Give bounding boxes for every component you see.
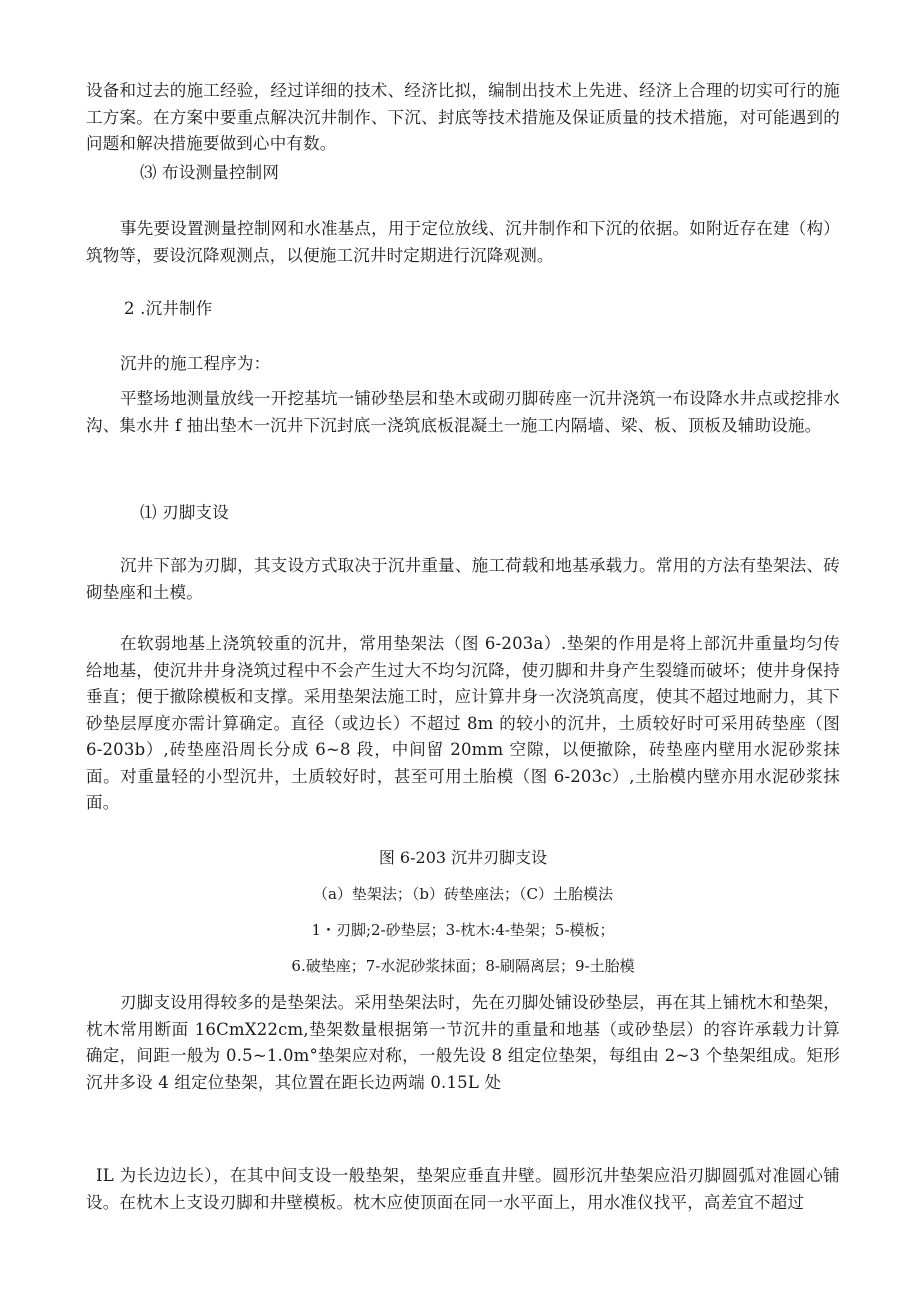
paragraph-construction-plan: 设备和过去的施工经验，经过详细的技术、经济比拟，编制出技术上先进、经济上合理的切实可行的施工方案。在方案中要重点解决沉井制作、下沉、封底等技术措施及保证质量的技术措施，对可能遇到的问题和解决措施要做到心中有数。 [86, 81, 840, 153]
paragraph-cutting-edge-methods: 沉井下部为刃脚，其支设方式取决于沉井重量、施工荷载和地基承载力。常用的方法有垫架法、砖砌垫座和土模。 [86, 556, 840, 602]
paragraph-continued: IL 为长边边长），在其中间支设一般垫架，垫架应垂直井壁。圆形沉井垫架应沿刃脚圆弧对准圆心铺设。在枕木上支设刃脚和井壁模板。枕木应使顶面在同一水平面上，用水准仪找平，高差宜不超过 [86, 1166, 840, 1212]
figure-caption-legend-1: 1・刃脚;2-砂垫层；3-枕木:4-垫架；5-模板； [311, 921, 615, 939]
figure-caption-legend-2: 6.破垫座；7-水泥砂浆抹面；8-刷隔离层；9-土胎模 [291, 957, 635, 975]
figure-title: 图 6-203 沉井刃脚支设 [378, 848, 548, 867]
heading-caisson-fabrication: 2 .沉井制作 [124, 299, 213, 318]
heading-survey-control-network: ⑶ 布设测量控制网 [140, 163, 280, 182]
figure-caption-methods: （a）垫架法；（b）砖垫座法；（C）土胎模法 [312, 885, 614, 903]
paragraph-pad-frame-details: 刃脚支设用得较多的是垫架法。采用垫架法时，先在刃脚处铺设砂垫层，再在其上铺枕木和垫架，枕木常用断面 16CmX22cm,垫架数量根据第一节沉井的重量和地基（或砂垫层）的容许承载力计算确定，间距一般为 0.5~1.0m°垫架应对称，一般先设 8 组定位垫架，每组由 2~3 个垫架组成。矩形沉井多设 4 组定位垫架，其位置在距长边两端 0.15L 处 [86, 993, 840, 1092]
heading-cutting-edge-support: ⑴ 刃脚支设 [140, 503, 229, 522]
paragraph-pad-frame-method: 在软弱地基上浇筑较重的沉井，常用垫架法（图 6-203a）.垫架的作用是将上部沉井重量均匀传给地基，使沉井井身浇筑过程中不会产生过大不均匀沉降，使刃脚和井身产生裂缝而破坏；使井身保持垂直；便于撤除模板和支撑。采用垫架法施工时，应计算井身一次浇筑高度，使其不超过地耐力，其下砂垫层厚度亦需计算确定。直径（或边长）不超过 8m 的较小的沉井，土质较好时可采用砖垫座（图 6-203b）,砖垫座沿周长分成 6~8 段，中间留 20mm 空隙，以便撤除，砖垫座内壁用水泥砂浆抹面。对重量轻的小型沉井，土质较好时，甚至可用土胎模（图 6-203c）,土胎模内壁亦用水泥砂浆抹面。 [86, 634, 840, 812]
paragraph-survey-network: 事先要设置测量控制网和水准基点，用于定位放线、沉井制作和下沉的依据。如附近存在建（构）筑物等，要设沉降观测点，以便施工沉井时定期进行沉降观测。 [86, 219, 840, 265]
paragraph-procedure-steps: 平整场地测量放线一开挖基坑一铺砂垫层和垫木或砌刃脚砖座一沉井浇筑一布设降水井点或挖排水沟、集水井 f 抽出垫木一沉井下沉封底一浇筑底板混凝土一施工内隔墙、梁、板、顶板及辅助设施。 [86, 389, 840, 435]
paragraph-procedure-intro: 沉井的施工程序为： [120, 354, 271, 373]
